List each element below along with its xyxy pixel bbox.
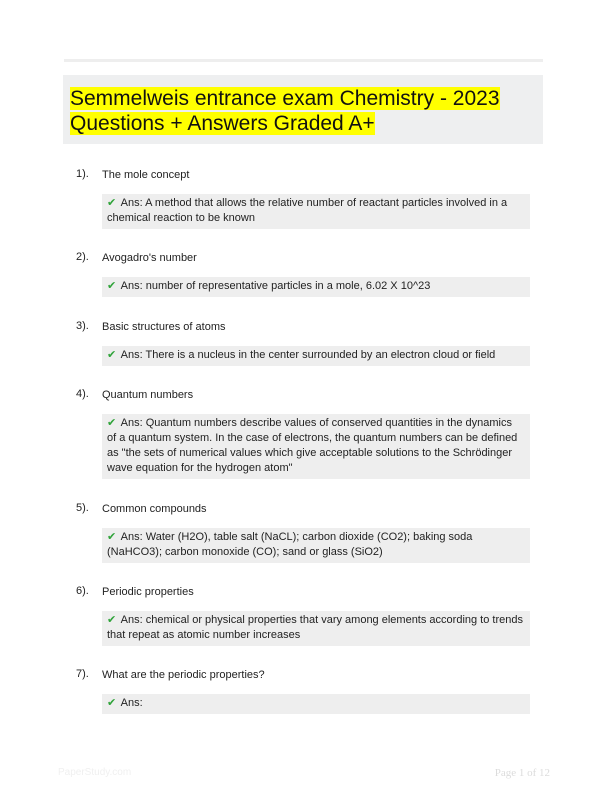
question-number: 2). — [76, 251, 89, 263]
question-text: Quantum numbers — [102, 389, 194, 401]
answer-text: Ans: There is a nucleus in the center surrounded by an electron cloud or field — [120, 349, 496, 361]
check-icon: ✔ — [107, 197, 117, 209]
answer-box — [102, 694, 530, 714]
question-text: Common compounds — [102, 503, 207, 515]
title-line-1: Semmelweis entrance exam Chemistry - 2023 — [70, 87, 500, 110]
check-icon: ✔ — [107, 531, 117, 543]
check-icon: ✔ — [107, 614, 117, 626]
question-text: Periodic properties — [102, 586, 194, 598]
footer-watermark: PaperStudy.com — [58, 767, 132, 778]
question-number: 3). — [76, 320, 89, 332]
top-divider — [64, 59, 543, 62]
question-text: Basic structures of atoms — [102, 321, 226, 333]
document-title — [70, 86, 530, 136]
check-icon: ✔ — [107, 417, 117, 429]
question-number: 6). — [76, 585, 89, 597]
question-number: 5). — [76, 502, 89, 514]
page-indicator: Page 1 of 12 — [494, 767, 550, 779]
answer-text: Ans: number of representative particles in a mole, 6.02 X 10^23 — [120, 280, 431, 292]
answer-text: Ans: A method that allows the relative number of reactant particles involved in a chemical reaction to be known — [107, 197, 508, 224]
answer-box — [102, 611, 530, 646]
answer-box — [102, 194, 530, 229]
answer-box — [102, 414, 530, 479]
question-number: 7). — [76, 668, 89, 680]
answer-text: Ans: chemical or physical properties that vary among elements according to trends that repeat as atomic number increases — [107, 614, 523, 641]
answer-box — [102, 528, 530, 563]
question-text: Avogadro's number — [102, 252, 197, 264]
question-text: What are the periodic properties? — [102, 669, 265, 681]
answer-box — [102, 277, 530, 297]
check-icon: ✔ — [107, 697, 117, 709]
answer-text: Ans: Water (H2O), table salt (NaCL); carbon dioxide (CO2); baking soda (NaHCO3); carbon monoxide (CO); sand or glass (SiO2) — [107, 531, 473, 558]
title-line-2: Questions + Answers Graded A+ — [70, 112, 375, 135]
check-icon: ✔ — [107, 349, 117, 361]
question-number: 1). — [76, 168, 89, 180]
answer-text: Ans: Quantum numbers describe values of conserved quantities in the dynamics of a quantum system. In the case of electrons, the quantum numbers can be defined as "the sets of numerical values which give acceptable solutions to the Schrödinger wave equation for the hydrogen atom" — [107, 417, 518, 474]
check-icon: ✔ — [107, 280, 117, 292]
question-number: 4). — [76, 388, 89, 400]
answer-box — [102, 346, 530, 366]
answer-text: Ans: — [120, 697, 143, 709]
question-text: The mole concept — [102, 169, 190, 181]
